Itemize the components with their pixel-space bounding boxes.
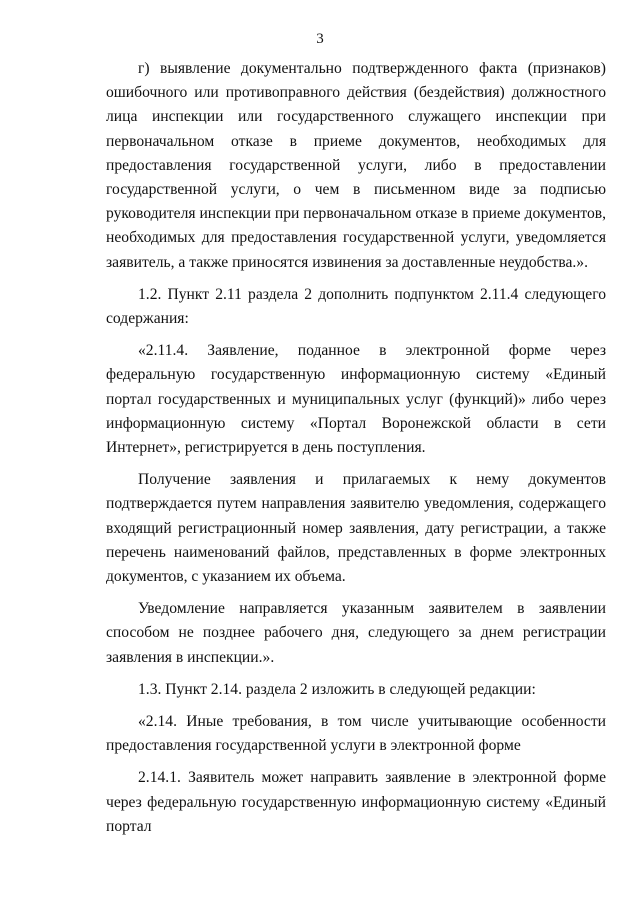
paragraph-subclause-2-11-4: «2.11.4. Заявление, поданное в электронной форме через федеральную государственную информационную систему «Единый портал государственных и муниципальных услуг (функций)» либо через информационную систему «Портал Воронежской области в сети Интернет», регистрируется в день поступления. [106, 342, 606, 457]
paragraph-section-2-14: «2.14. Иные требования, в том числе учитывающие особенности предоставления государственной услуги в электронной форме [106, 713, 606, 755]
document-body [106, 57, 606, 839]
paragraph-subclause-2-14-1: 2.14.1. Заявитель может направить заявление в электронной форме через федеральную государственную информационную систему «Единый портал [106, 769, 606, 835]
paragraph-item-g: г) выявление документально подтвержденного факта (признаков) ошибочного или противоправного действия (бездействия) должностного лица инспекции или государственного служащего инспекции при первоначальном отказе в приеме документов, необходимых для предоставления государственной услуги, либо в предоставлении государственной услуги, о чем в письменном виде за подписью руководителя инспекции при первоначальном отказе в приеме документов, необходимых для предоставления государственной услуги, уведомляется заявитель, а также приносятся извинения за доставленные неудобства.». [106, 60, 606, 271]
paragraph-notification: Уведомление направляется указанным заявителем в заявлении способом не позднее рабочего дня, следующего за днем регистрации заявления в инспекции.». [106, 600, 606, 666]
paragraph-amendment-1-2: 1.2. Пункт 2.11 раздела 2 дополнить подпунктом 2.11.4 следующего содержания: [106, 285, 606, 328]
paragraph-amendment-1-3: 1.3. Пункт 2.14. раздела 2 изложить в следующей редакции: [138, 680, 536, 698]
page-number: 3 [316, 31, 324, 47]
paragraph-receipt-confirmation: Получение заявления и прилагаемых к нему документов подтверждается путем направления заявителю уведомления, содержащего входящий регистрационный номер заявления, дату регистрации, а также перечень наименований файлов, представленных в форме электронных документов, с указанием их объема. [106, 471, 606, 586]
